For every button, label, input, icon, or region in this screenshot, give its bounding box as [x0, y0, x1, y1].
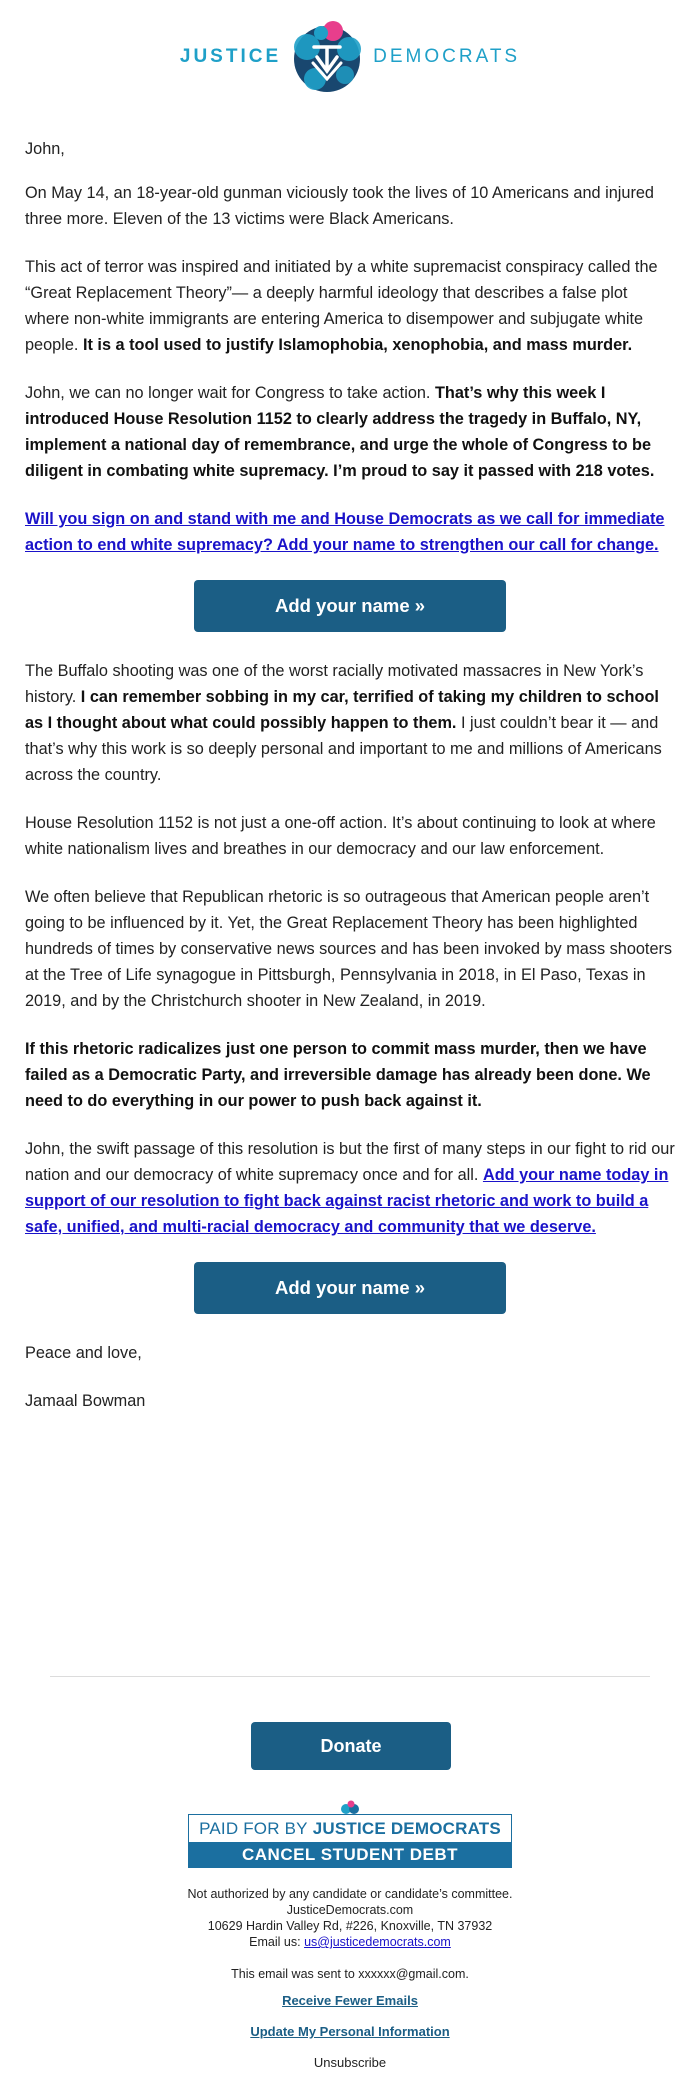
update-personal-info-link[interactable]: Update My Personal Information	[250, 2024, 450, 2039]
paragraph-3	[25, 380, 675, 484]
paragraph-2	[25, 254, 675, 358]
logo-word-democrats: DEMOCRATS	[373, 46, 521, 67]
paid-for-slogan: CANCEL STUDENT DEBT	[189, 1842, 511, 1868]
footer-website: JusticeDemocrats.com	[286, 1903, 414, 1917]
paragraph-2-text: This act of terror was inspired and initiated by a white supremacist conspiracy called the “Great Replacement Theory”— a deeply harmful ideology that describes a false plot where non-white immigrants are entering America to disempower and subjugate white people.	[25, 258, 658, 354]
paragraph-4	[25, 658, 675, 788]
email-body	[0, 136, 700, 1414]
footer-disclaimer: Not authorized by any candidate or candidate’s committee.	[187, 1887, 513, 1901]
paragraph-7-bold: If this rhetoric radicalizes just one person to commit mass murder, then we have failed as a Democratic Party, and irreversible damage has already been done. We need to do everything in our power to push back against it.	[25, 1040, 651, 1110]
paragraph-link	[25, 506, 675, 558]
footer-email-link[interactable]: us@justicedemocrats.com	[304, 1935, 451, 1949]
paid-for-org: JUSTICE DEMOCRATS	[312, 1818, 501, 1838]
footer-email-label: Email us:	[249, 1935, 305, 1949]
paragraph-4-text: The Buffalo shooting was one of the worst racially motivated massacres in New York’s history.	[25, 662, 644, 706]
paid-for-box	[188, 1814, 512, 1868]
justice-democrats-logo[interactable]	[180, 17, 520, 97]
paid-for-banner	[188, 1800, 514, 1872]
signature: Jamaal Bowman	[25, 1392, 146, 1410]
footer-email-line	[0, 1934, 700, 1950]
footer-address: 10629 Hardin Valley Rd, #226, Knoxville, TN 37932	[207, 1919, 493, 1933]
paragraph-7	[25, 1036, 675, 1114]
paid-for-prefix: PAID FOR BY	[199, 1818, 308, 1838]
paragraph-4-bold: I can remember sobbing in my car, terrified of taking my children to school as I thought about what could possibly happen to them.	[25, 688, 659, 732]
add-name-support-link[interactable]: Add your name today in support of our resolution to fight back against racist rhetoric and work to build a safe, unified, and multi-racial democracy and community that we deserve.	[25, 1166, 669, 1236]
sign-on-link[interactable]: Will you sign on and stand with me and House Democrats as we call for immediate action to end white supremacy? Add your name to strengthen our call for change.	[25, 510, 665, 554]
paragraph-5: House Resolution 1152 is not just a one-off action. It’s about continuing to look at where white nationalism lives and breathes in our democracy and our law enforcement.	[25, 814, 656, 858]
paragraph-3-text: John, we can no longer wait for Congress to take action.	[25, 384, 435, 402]
footer-divider	[50, 1676, 650, 1677]
logo-word-justice: JUSTICE	[179, 46, 282, 67]
paragraph-2-bold: It is a tool used to justify Islamophobia, xenophobia, and mass murder.	[82, 336, 633, 354]
paragraph-1: On May 14, an 18-year-old gunman viciously took the lives of 10 Americans and injured three more. Eleven of the 13 victims were Black Americans.	[25, 184, 654, 228]
footer-sent-to: This email was sent to xxxxxx@gmail.com.	[231, 1967, 469, 1981]
cta-wrap-2	[25, 1262, 675, 1314]
unsubscribe-link[interactable]: Unsubscribe	[313, 2055, 387, 2070]
cta-wrap-1	[25, 580, 675, 632]
paragraph-3-bold: That’s why this week I introduced House Resolution 1152 to clearly address the tragedy in Buffalo, NY, implement a national day of remembrance, and urge the whole of Congress to be diligent in combating white supremacy. I’m proud to say it passed with 218 votes.	[25, 384, 655, 480]
donate-button[interactable]: Donate	[251, 1722, 451, 1770]
header	[0, 0, 700, 108]
paragraph-8	[25, 1136, 675, 1240]
logo-emblem-icon	[287, 17, 367, 97]
signoff: Peace and love,	[25, 1344, 142, 1362]
paragraph-8-text: John, the swift passage of this resolution is but the first of many steps in our fight to rid our nation and our democracy of white supremacy once and for all.	[25, 1140, 675, 1184]
add-your-name-button-2[interactable]: Add your name »	[194, 1262, 506, 1314]
greeting: John,	[25, 140, 65, 158]
add-your-name-button[interactable]: Add your name »	[194, 580, 506, 632]
paid-for-top	[189, 1815, 511, 1842]
paragraph-4-tail: I just couldn’t bear it — and that’s why this work is so deeply personal and important to me and millions of Americans across the country.	[25, 714, 662, 784]
receive-fewer-emails-link[interactable]: Receive Fewer Emails	[282, 1993, 418, 2008]
paragraph-6: We often believe that Republican rhetoric is so outrageous that American people aren’t going to be influenced by it. Yet, the Great Replacement Theory has been highlighted hundreds of times by conservative news sources and has been invoked by mass shooters at the Tree of Life synagogue in Pittsburgh, Pennsylvania in 2018, in El Paso, Texas in 2019, and by the Christchurch shooter in New Zealand, in 2019.	[25, 888, 673, 1010]
